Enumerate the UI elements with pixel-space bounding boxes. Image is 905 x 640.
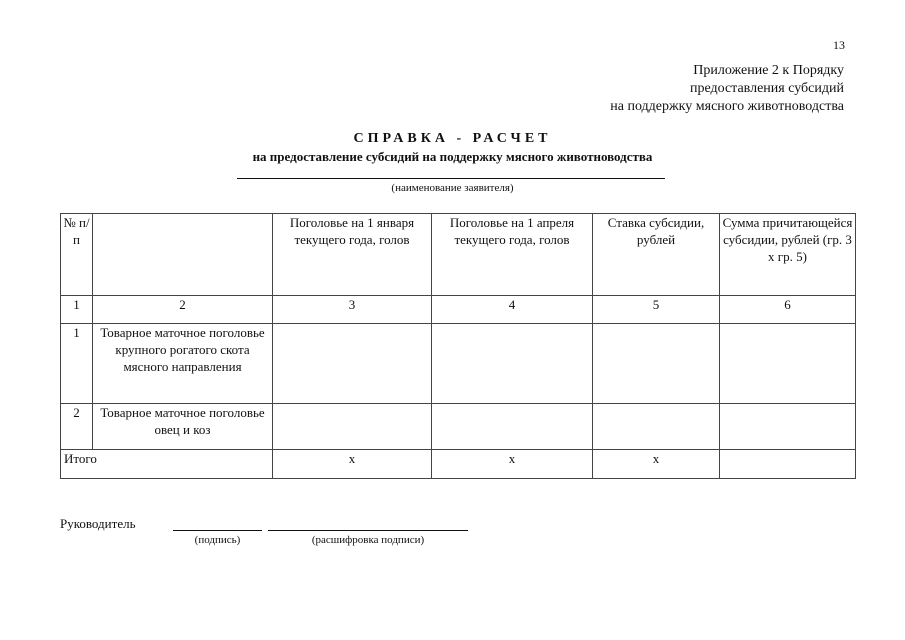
- data-cell[interactable]: [273, 404, 432, 450]
- row-name-cell: Товарное маточное поголовье крупного рогатого скота мясного направления: [93, 324, 273, 404]
- header-cell-number: № п/п: [61, 214, 93, 296]
- header-cell-name: [93, 214, 273, 296]
- signature-caption: (подпись): [194, 534, 241, 546]
- applicant-caption: (наименование заявителя): [391, 182, 514, 194]
- row-number-cell: 2: [61, 404, 93, 450]
- signature-label: Руководитель: [60, 516, 136, 531]
- data-cell[interactable]: [432, 324, 593, 404]
- index-cell: 4: [432, 296, 593, 324]
- table-header-row: [61, 214, 856, 296]
- table-row: [61, 324, 856, 404]
- row-name-cell: Товарное маточное поголовье овец и коз: [93, 404, 273, 450]
- index-cell: 3: [273, 296, 432, 324]
- total-cell-apr: х: [432, 450, 593, 479]
- header-cell-apr-livestock: Поголовье на 1 апреля текущего года, голов: [432, 214, 593, 296]
- signature-line[interactable]: [173, 530, 262, 531]
- annex-line-2: предоставления субсидий: [689, 81, 844, 96]
- total-label-cell: Итого: [61, 450, 273, 479]
- data-cell[interactable]: [593, 324, 720, 404]
- index-cell: 6: [720, 296, 856, 324]
- page-number: 13: [833, 38, 845, 52]
- annex-line-1: Приложение 2 к Порядку: [693, 63, 844, 78]
- total-cell-jan: х: [273, 450, 432, 479]
- document-title: СПРАВКА - РАСЧЕТ: [353, 131, 552, 146]
- document-subtitle: на предоставление субсидий на поддержку мясного животноводства: [252, 149, 653, 164]
- header-cell-jan-livestock: Поголовье на 1 января текущего года, голов: [273, 214, 432, 296]
- annex-line-3: на поддержку мясного животноводства: [610, 99, 844, 114]
- applicant-name-line: [237, 178, 665, 179]
- data-cell[interactable]: [720, 404, 856, 450]
- index-cell: 5: [593, 296, 720, 324]
- calculation-table: [60, 213, 856, 479]
- row-number-cell: 1: [61, 324, 93, 404]
- table-row: [61, 404, 856, 450]
- table-total-row: [61, 450, 856, 479]
- table-index-row: [61, 296, 856, 324]
- data-cell[interactable]: [593, 404, 720, 450]
- total-cell-rate: х: [593, 450, 720, 479]
- annex-reference: [610, 62, 844, 116]
- header-cell-amount: Сумма причитающейся субсидии, рублей (гр. 3 х гр. 5): [720, 214, 856, 296]
- data-cell[interactable]: [720, 324, 856, 404]
- total-cell-amount[interactable]: [720, 450, 856, 479]
- data-cell[interactable]: [432, 404, 593, 450]
- index-cell: 1: [61, 296, 93, 324]
- index-cell: 2: [93, 296, 273, 324]
- signature-decoding-line[interactable]: [268, 530, 468, 531]
- header-cell-rate: Ставка субсидии, рублей: [593, 214, 720, 296]
- data-cell[interactable]: [273, 324, 432, 404]
- signature-decoding-caption: (расшифровка подписи): [311, 534, 425, 546]
